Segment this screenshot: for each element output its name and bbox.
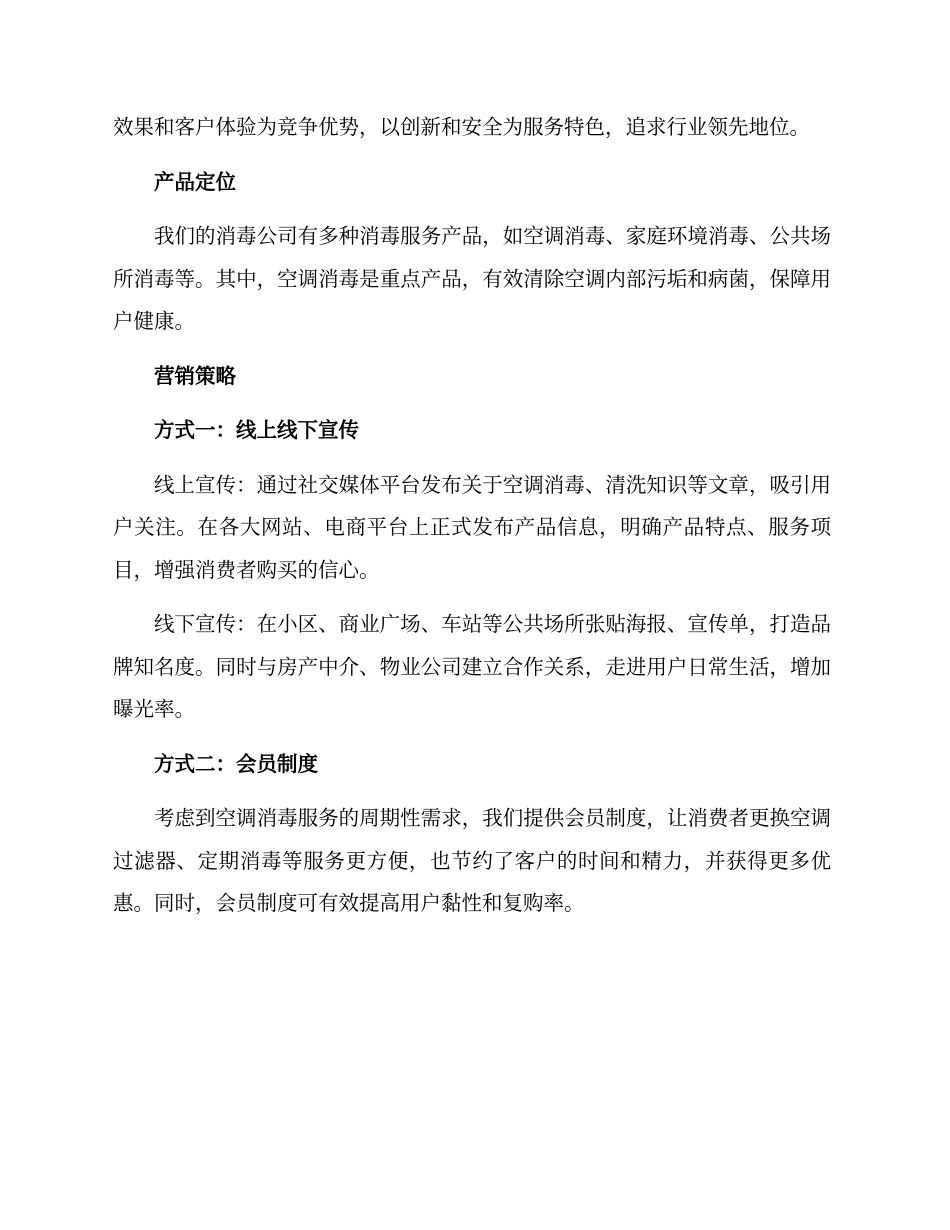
paragraph-offline-promotion: 线下宣传：在小区、商业广场、车站等公共场所张贴海报、宣传单，打造品牌知名度。同时与房产中介、物业公司建立合作关系，走进用户日常生活，增加曝光率。 (113, 612, 831, 721)
paragraph-product-positioning: 我们的消毒公司有多种消毒服务产品，如空调消毒、家庭环境消毒、公共场所消毒等。其中，空调消毒是重点产品，有效清除空调内部污垢和病菌，保障用户健康。 (113, 224, 831, 333)
heading-marketing-strategy: 营销策略 (154, 363, 236, 388)
document-page (113, 106, 831, 925)
paragraph-online-promotion: 线上宣传：通过社交媒体平台发布关于空调消毒、清洗知识等文章，吸引用户关注。在各大网站、电商平台上正式发布产品信息，明确产品特点、服务项目，增强消费者购买的信心。 (113, 472, 831, 582)
paragraph-membership: 考虑到空调消毒服务的周期性需求，我们提供会员制度，让消费者更换空调过滤器、定期消毒等服务更方便，也节约了客户的时间和精力，并获得更多优惠。同时，会员制度可有效提高用户黏性和复购率。 (113, 806, 831, 915)
paragraph-intro-continuation: 效果和客户体验为竞争优势，以创新和安全为服务特色，追求行业领先地位。 (113, 115, 810, 139)
heading-method-one: 方式一：线上线下宣传 (154, 418, 359, 442)
heading-method-two: 方式二：会员制度 (154, 751, 318, 776)
heading-product-positioning: 产品定位 (154, 169, 236, 194)
